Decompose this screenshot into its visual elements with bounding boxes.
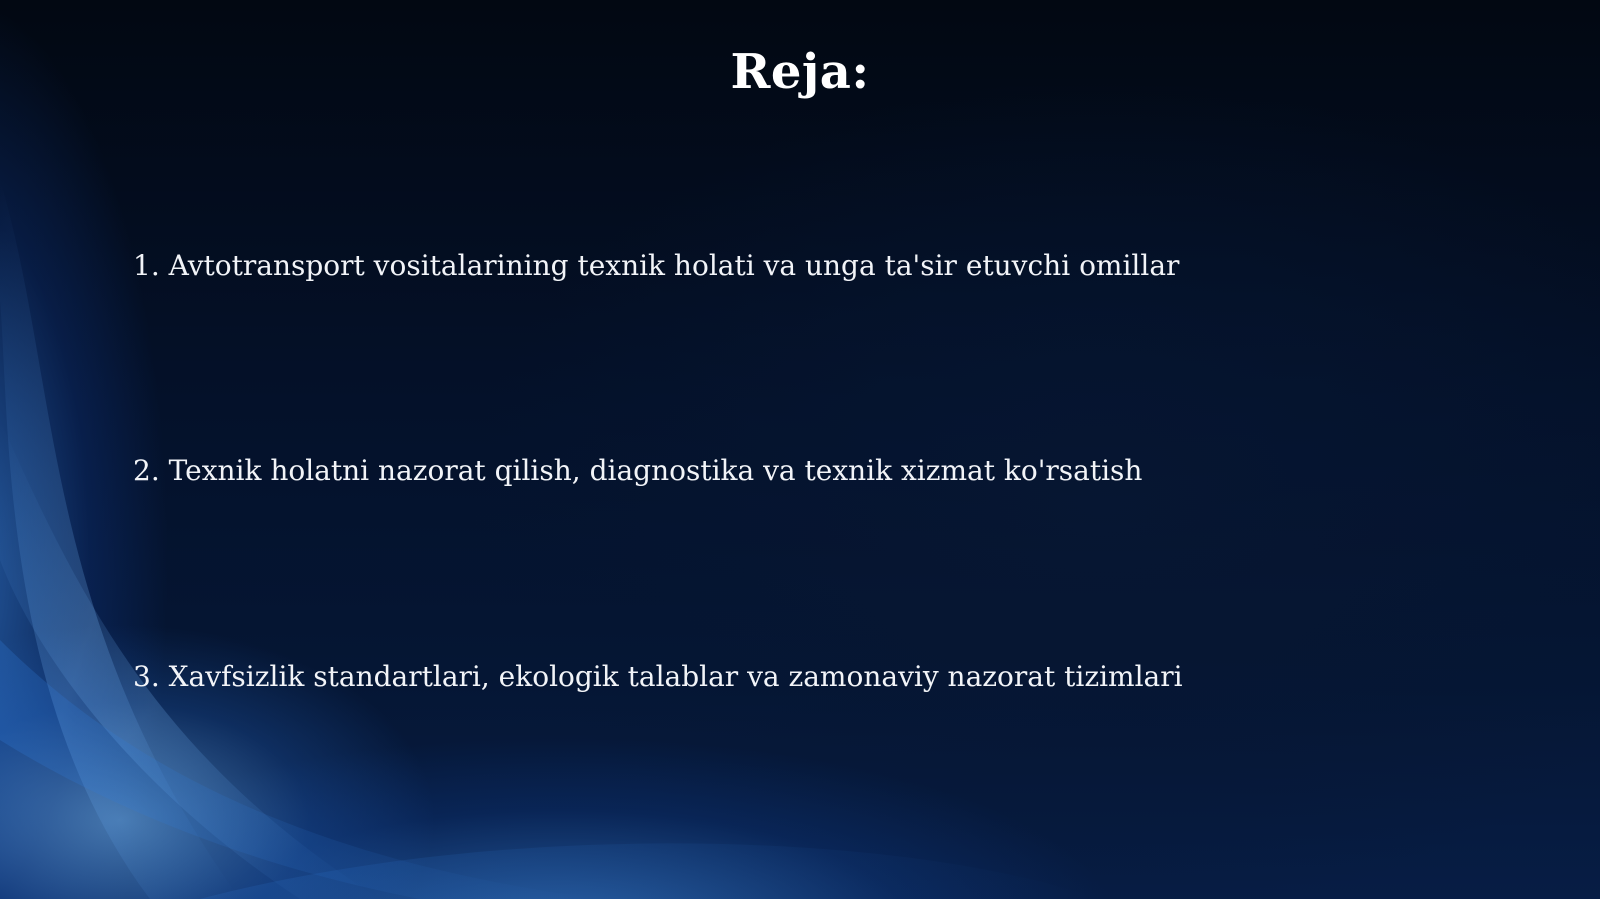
plan-item-1: 1. Avtotransport vositalarining texnik holati va unga ta'sir etuvchi omillar (133, 249, 1180, 282)
plan-item-2: 2. Texnik holatni nazorat qilish, diagnostika va texnik xizmat ko'rsatish (133, 454, 1143, 487)
plan-item-3: 3. Xavfsizlik standartlari, ekologik talablar va zamonaviy nazorat tizimlari (133, 660, 1183, 693)
slide-title: Reja: (730, 44, 870, 100)
